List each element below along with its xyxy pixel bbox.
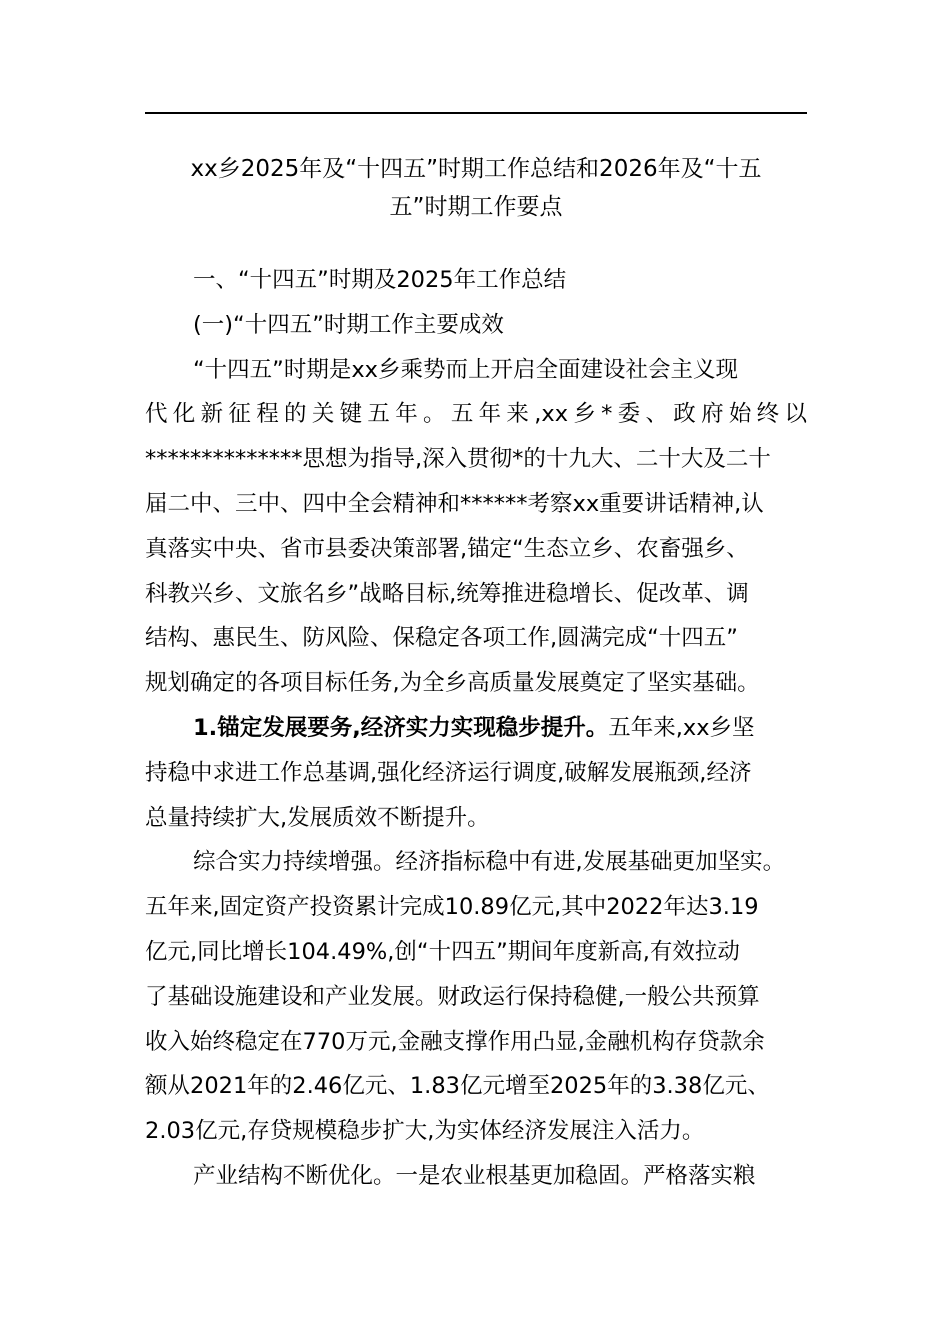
paragraph-line: 规划确定的各项目标任务,为全乡高质量发展奠定了坚实基础。 (145, 670, 760, 697)
section-heading-2: (一)“十四五”时期工作主要成效 (193, 311, 504, 338)
paragraph-line: 综合实力持续增强。经济指标稳中有进,发展基础更加坚实。 (193, 849, 786, 876)
document-body (145, 258, 807, 1199)
title-line-2: 五”时期工作要点 (389, 194, 563, 220)
title-line-1: xx乡2025年及“十四五”时期工作总结和2026年及“十五 (190, 156, 762, 182)
paragraph-line: 代化新征程的关键五年。五年来,xx乡*委、政府始终以 (145, 401, 807, 428)
paragraph-line: 2.03亿元,存贷规模稳步扩大,为实体经济发展注入活力。 (145, 1118, 705, 1145)
paragraph-line: 五年来,固定资产投资累计完成10.89亿元,其中2022年达3.19 (145, 894, 759, 921)
paragraph-line: 持稳中求进工作总基调,强化经济运行调度,破解发展瓶颈,经济 (145, 759, 752, 786)
paragraph-line: 结构、惠民生、防风险、保稳定各项工作,圆满完成“十四五” (145, 625, 738, 652)
paragraph-line: 收入始终稳定在770万元,金融支撑作用凸显,金融机构存贷款余 (145, 1028, 765, 1055)
bold-lead-sentence: 1.锚定发展要务,经济实力实现稳步提升。 (193, 714, 609, 741)
paragraph-line: 了基础设施建设和产业发展。财政运行保持稳健,一般公共预算 (145, 983, 760, 1010)
paragraph-line: **************思想为指导,深入贯彻*的十九大、二十大及二十 (145, 446, 771, 473)
paragraph-lead-rest: 五年来,xx乡坚 (608, 714, 755, 741)
paragraph-line (145, 706, 807, 751)
paragraph-line: 亿元,同比增长104.49%,创“十四五”期间年度新高,有效拉动 (145, 938, 740, 965)
paragraph-line: 科教兴乡、文旅名乡”战略目标,统筹推进稳增长、促改革、调 (145, 580, 749, 607)
paragraph-line: 届二中、三中、四中全会精神和******考察xx重要讲话精神,认 (145, 490, 764, 517)
section-heading-1: 一、“十四五”时期及2025年工作总结 (193, 267, 567, 293)
paragraph-line: 产业结构不断优化。一是农业根基更加稳固。严格落实粮 (193, 1162, 756, 1189)
paragraph-line: 额从2021年的2.46亿元、1.83亿元增至2025年的3.38亿元、 (145, 1073, 770, 1100)
paragraph-line: “十四五”时期是xx乡乘势而上开启全面建设社会主义现 (193, 356, 738, 383)
paragraph-line: 总量持续扩大,发展质效不断提升。 (145, 804, 490, 831)
header-rule (145, 112, 807, 114)
document-title (145, 150, 807, 226)
paragraph-line: 真落实中央、省市县委决策部署,锚定“生态立乡、农畜强乡、 (145, 535, 749, 562)
